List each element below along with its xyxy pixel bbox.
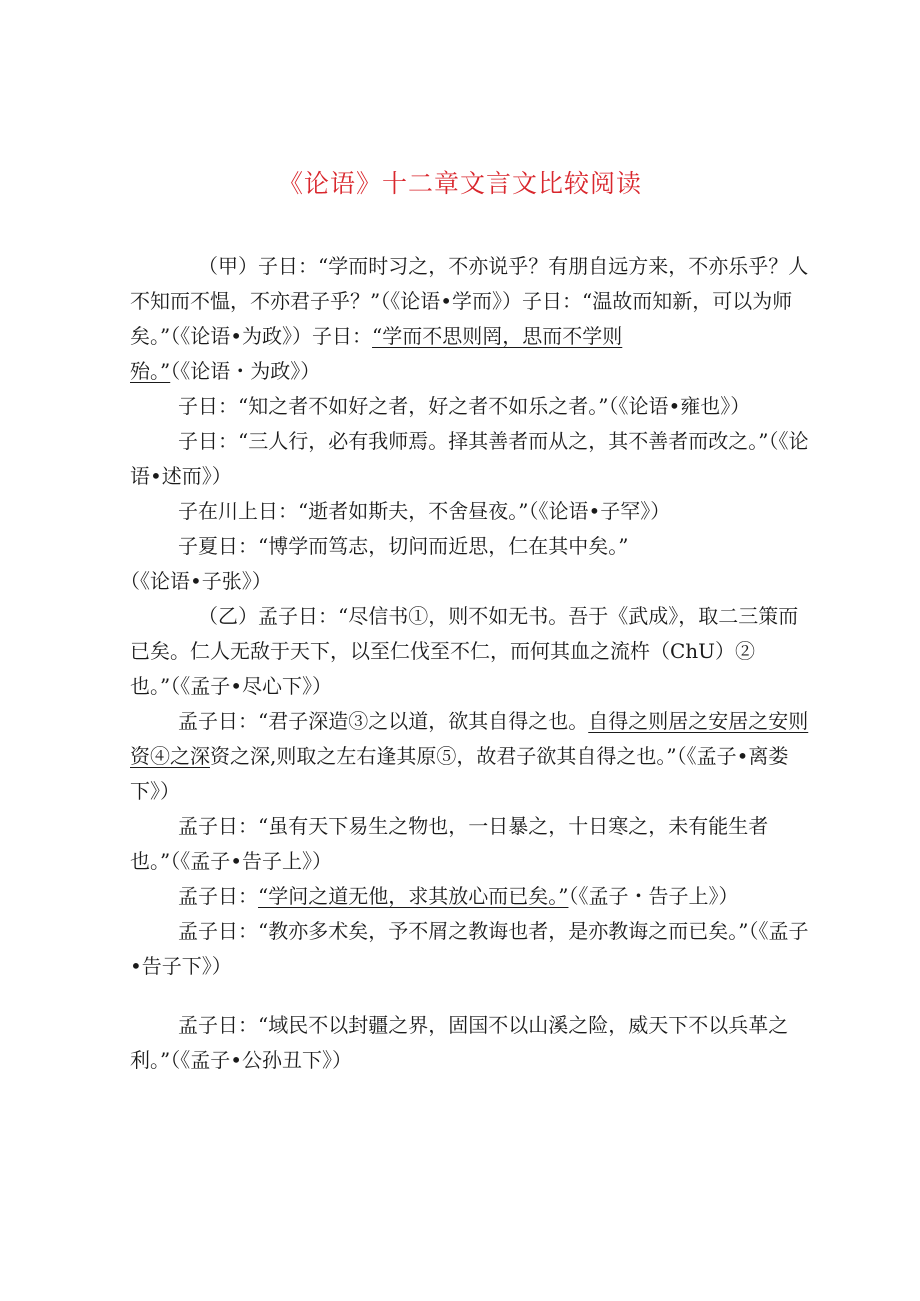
paragraph-yi: （乙）孟子日：“尽信书①，则不如无书。吾于《武成》，取二三策而已矣。仁人无敌于天下，以至仁伐至不仁，而何其血之流杵（ChU）②也。”（《孟子•尽心下》） (130, 604, 799, 698)
text-segment: 孟子日： (178, 884, 258, 908)
paragraph-yumin: 孟子日：“域民不以封疆之界，固国不以山溪之险，威天下不以兵革之利。”（《孟子•公孙丑下》） (130, 1013, 789, 1072)
paragraph-zixia-source: （《论语•子张》） (120, 569, 272, 593)
paragraph-zixia: 子夏日：“博学而笃志，切问而近思，仁在其中矣。” (178, 534, 629, 558)
document-title: 《论语》十二章文言文比较阅读 (277, 169, 642, 198)
underlined-quote: “学而不思则罔，思而不学则殆。” (130, 324, 623, 383)
paragraph-zhi: 子日：“知之者不如好之者，好之者不如乐之者。”（《论语•雍也》） (178, 394, 751, 418)
source-citation: （《论语・为政》） (170, 359, 321, 383)
text-segment: （甲）子日：“学而时习之，不亦说乎？有朋自远方来，不亦乐乎？人不知而不愠，不亦君子乎？”（《论语•学而》）子日：“温故而知新，可以为师矣。”（《论语•为政》）子日： (130, 254, 809, 348)
paragraph-yisheng: 孟子日：“虽有天下易生之物也，一日暴之，十日寒之，未有能生者也。”（《孟子•告子上》） (130, 814, 769, 873)
text-segment: 孟子日：“君子深造③之以道，欲其自得之也。 (178, 709, 589, 733)
paragraph-sanren: 子日：“三人行，必有我师焉。择其善者而从之，其不善者而改之。”（《论语•述而》） (130, 429, 809, 488)
paragraph-jiaoyi: 孟子日：“教亦多术矣，予不屑之教诲也者，是亦教诲之而已矣。”（《孟子•告子下》） (130, 919, 809, 978)
paragraph-shenzao (130, 704, 810, 809)
paragraph-chuan: 子在川上日：“逝者如斯夫，不舍昼夜。”（《论语•子罕》） (178, 499, 671, 523)
text-segment: 资之深,则取之左右逢其原⑤，故君子欲其自得之也。”（《孟子•离娄下》） (130, 744, 789, 803)
document-body (120, 249, 810, 1078)
paragraph-spacer (130, 984, 810, 1008)
underlined-quote: 自得之则居之安居之安则资④之深 (130, 709, 809, 768)
paragraph-jia (130, 249, 810, 389)
source-citation: （《孟子・告子上》） (568, 884, 739, 908)
paragraph-xuewen (130, 879, 810, 914)
underlined-quote: “学问之道无他，求其放心而已矣。” (258, 884, 569, 908)
